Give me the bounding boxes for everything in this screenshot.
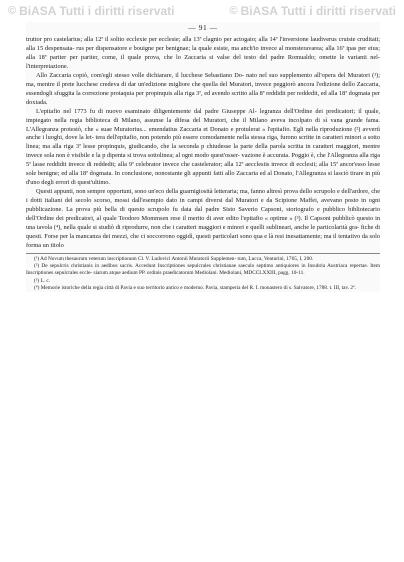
paragraph: Allo Zaccaria copiò, com'egli stesso volle dichiarare, il lucchese Sebastiano Do- nato nel suo supplemento all'opera del Muratori (¹); ma, mentre il prete lucchese credeva di dar un'edizione migliore che quella del Muratori, invece peggiorò ancora l'edizione dello Zaccaria, essendogli sfuggita la correzione protaquia per propinquis alla riga 3ª, ed avendo scritto alla 8ª reddidit per reddedit, ed alla 18ª dogmata per doxiada.: [26, 71, 380, 106]
watermark-right-text: BiASA Tutti i diritti riservati: [240, 4, 396, 18]
footnote: (⁴) Memorie istoriche della regia città di Pavia e suo territorio antico e moderno. Pavia, stamperia del R. I. monastero di s. Salvatore, 1788. t. III, tav. 2ª.: [34, 285, 356, 292]
copyright-icon: ©: [229, 5, 238, 17]
footnote: (³) L. c.: [34, 277, 50, 284]
watermark-left: [8, 4, 174, 18]
watermark-right: [230, 4, 396, 18]
footnote: (²) De sepulcris christianis in aedibus sacris. Accedunt Inscriptiones sepulcrales christianae saeculo septimo antiquiores in Insubria Austriaca repertae. Item Inscriptiones sepulcrales eccle- siarum atque aedium PP. ordinis praedicatorum Mediolani. Mediolani, MDCCLXXIII, pagg. 10-11.: [26, 263, 380, 277]
document-page: [26, 22, 380, 292]
page-number: — 91 —: [188, 23, 218, 32]
footnotes: [26, 253, 380, 292]
paragraph: truttor pro castelarius; alla 12ª il solito ecclexie per ecclesie; alla 13ª clagnio per actogaio; alla 14ª l'inversione laudiverus cruiste cruditati; alla 15 despensata- rus per dispensatore e bouigne per benignae; la quale esiste, ma anch'io invece al monsteravarea; alla 16ª ipas per eius; alla 18ª pariter per pariter, come, il quale prova, che lo Zaccaria si valse del testo del padre Romualdo; omette le varianti nel- l'interpretazione.: [26, 36, 380, 70]
paragraph: L'epitafio nel 1773 fu di nuovo esaminato diligentemente dal padre Giuseppe Al- legranza dell'Ordine dei predicatori; il quale, impiegato nella regia biblioteca di Milano, assunse la difesa del Muratori, che il Milano aveva incolpato di sì vana grande fama. L'Allegranza protestò, che « suae Muratorius... emendatius Zaccaria et Donato e protulerat » l'epitafio. Egli nella riproduzione (²) avvertì anche i luoghi, dove la let- tera dell'epitafio, non potendo più essere comodamente nella stessa riga, furono scritte in caratteri minori a sotto linea; ma alla riga 3ª lesse propinquis, giudicando, che la seconda p chiudesse la parte della parola scritta in caratteri maggiori, mentre invece sola non è visibile e la p dipenta si trova sottolinea; al ogni modo quest'osser- vazione è accurata. Poggio è, che l'Allegranza alla riga 5ª lasse reddidit invece di reddedit; alla 9ª celebrator invece che castelerator; alla 12ª aecclesiis invece di ecclesii; alla 15ª ancor'esso lesse sole benigne; ed alla 18ª dogmata. In conclusione, nonostante gli appunti fatti allo Zaccaria ed al Donato, l'Allegranza si lasciò tirare in più d'uno degli errori di quest'ultimo.: [26, 107, 380, 187]
paragraph: Questi appunti, non sempre opportuni, sono un'eco della guarnigiosità letteraria; ma, fanno altresì prova dello scrupolo e dell'ardore, che i dotti italiani del secolo scorso, mossi dall'esempio dato in campi diversi dal Muratori e da Scipione Maffei, avevano posto in ogni pubblicazione. La prova più bella di questo scrupolo fu data dal padre Sisto Saverio Capsoni, storiografo e pubblico bibliotecario dell'Ordine dei predicatori, al quale Teodoro Mommsen rese il merito di aver edito l'epitafio « optime » (³). Il Capsoni pubblicò questo in una tavola (⁴), nella quale si studiò di riprodurre, non che i caratteri maggiori e minori e quelli sublineari, anche le particolarità gra- fiche di questi. Forse per la mancanza dei mezzi, che ci soccorrono oggidì, questi particolari sono qua e là resi inesattamente; ma il tentativo da solo forma un titolo: [26, 188, 380, 249]
copyright-icon: ©: [8, 5, 17, 17]
footnote: (¹) Ad Novum thesaurum veterum inscriptionum Cl. V. Ludovici Antonii Muratorii Supplemen- tum, Lucca, Venturini, 1765, I, 200.: [34, 255, 314, 262]
watermark-banner: [0, 0, 404, 22]
watermark-left-text: BiASA Tutti i diritti riservati: [19, 4, 175, 18]
